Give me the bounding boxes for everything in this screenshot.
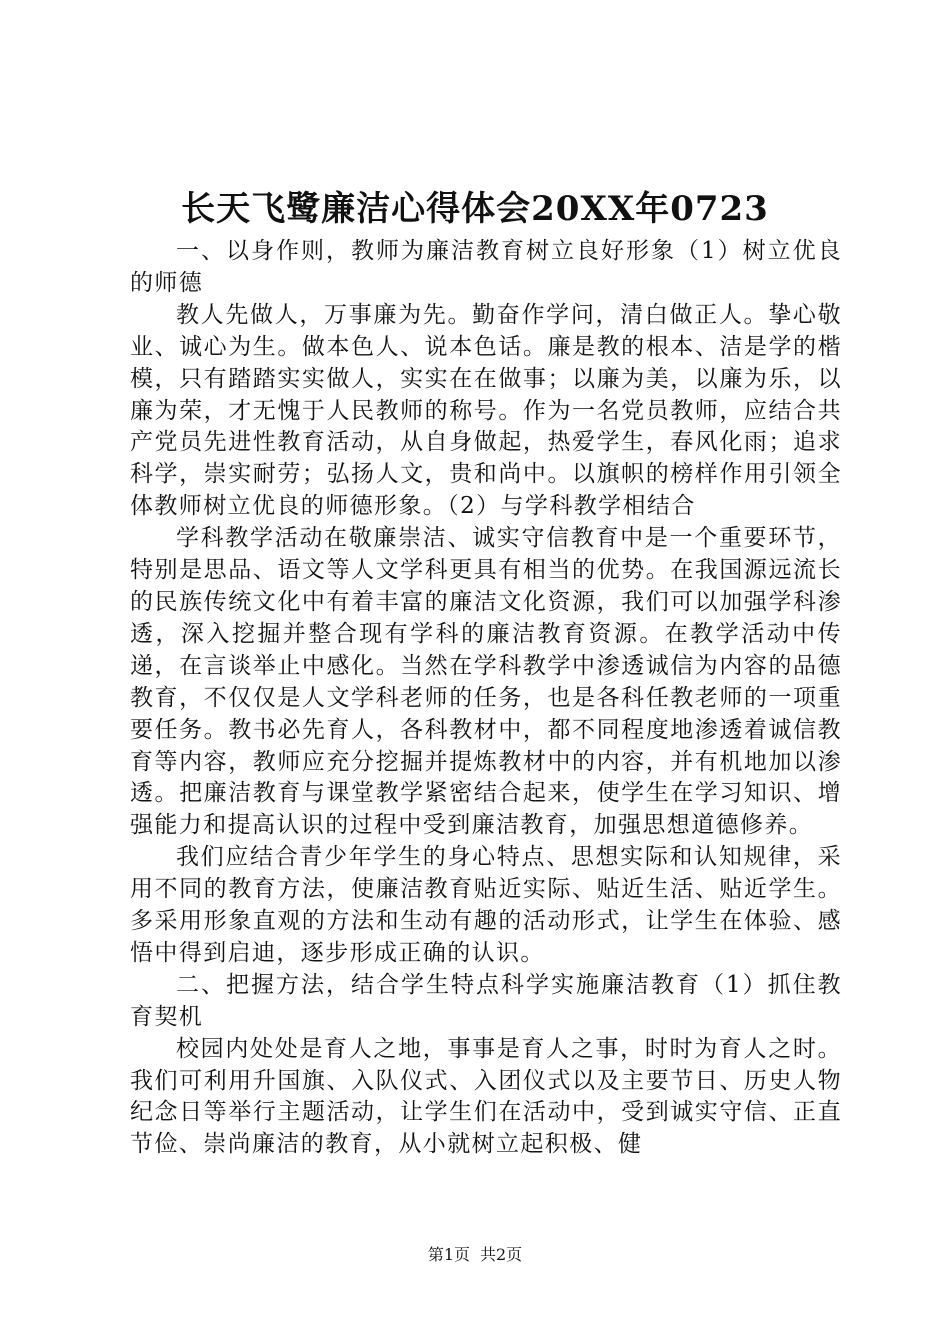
page-number: 第1页 (427, 1245, 470, 1264)
paragraph: 教人先做人，万事廉为先。勤奋作学问，清白做正人。挚心敬业、诚心为生。做本色人、说本色话。廉是教的根本、洁是学的楷模，只有踏踏实实做人，实实在在做事；以廉为美，以廉为乐，以廉为荣，才无愧于人民教师的称号。作为一名党员教师，应结合共产党员先进性教育活动，从自身做起，热爱学生，春风化雨；追求科学，崇实耐劳；弘扬人文，贵和尚中。以旗帜的榜样作用引领全体教师树立优良的师德形象。（2）与学科教学相结合 (130, 301, 842, 520)
document-body (130, 236, 842, 1161)
page-total: 共2页 (480, 1245, 523, 1264)
paragraph: 我们应结合青少年学生的身心特点、思想实际和认知规律，采用不同的教育方法，使廉洁教育贴近实际、贴近生活、贴近学生。多采用形象直观的方法和生动有趣的活动形式，让学生在体验、感悟中得到启迪，逐步形成正确的认识。 (130, 844, 842, 966)
paragraph: 校园内处处是育人之地，事事是育人之事，时时为育人之时。我们可利用升国旗、入队仪式、入团仪式以及主要节日、历史人物纪念日等举行主题活动，让学生们在活动中，受到诚实守信、正直节俭、崇尚廉洁的教育，从小就树立起积极、健 (130, 1035, 842, 1158)
paragraph: 一、以身作则，教师为廉洁教育树立良好形象（1）树立优良的师德 (130, 238, 842, 296)
document-title: 长天飞鹭廉洁心得体会20XX年0723 (181, 189, 769, 229)
paragraph: 学科教学活动在敬廉崇洁、诚实守信教育中是一个重要环节，特别是思品、语文等人文学科更具有相当的优势。在我国源远流长的民族传统文化中有着丰富的廉洁文化资源，我们可以加强学科渗透，深入挖掘并整合现有学科的廉洁教育资源。在教学活动中传递，在言谈举止中感化。当然在学科教学中渗透诚信为内容的品德教育，不仅仅是人文学科老师的任务，也是各科任教老师的一项重要任务。教书必先育人，各科教材中，都不同程度地渗透着诚信教育等内容，教师应充分挖掘并提炼教材中的内容，并有机地加以渗透。把廉洁教育与课堂教学紧密结合起来，使学生在学习知识、增强能力和提高认识的过程中受到廉洁教育，加强思想道德修养。 (130, 525, 842, 839)
paragraph: 二、把握方法，结合学生特点科学实施廉洁教育（1）抓住教育契机 (130, 971, 842, 1030)
page-footer (0, 1244, 950, 1266)
